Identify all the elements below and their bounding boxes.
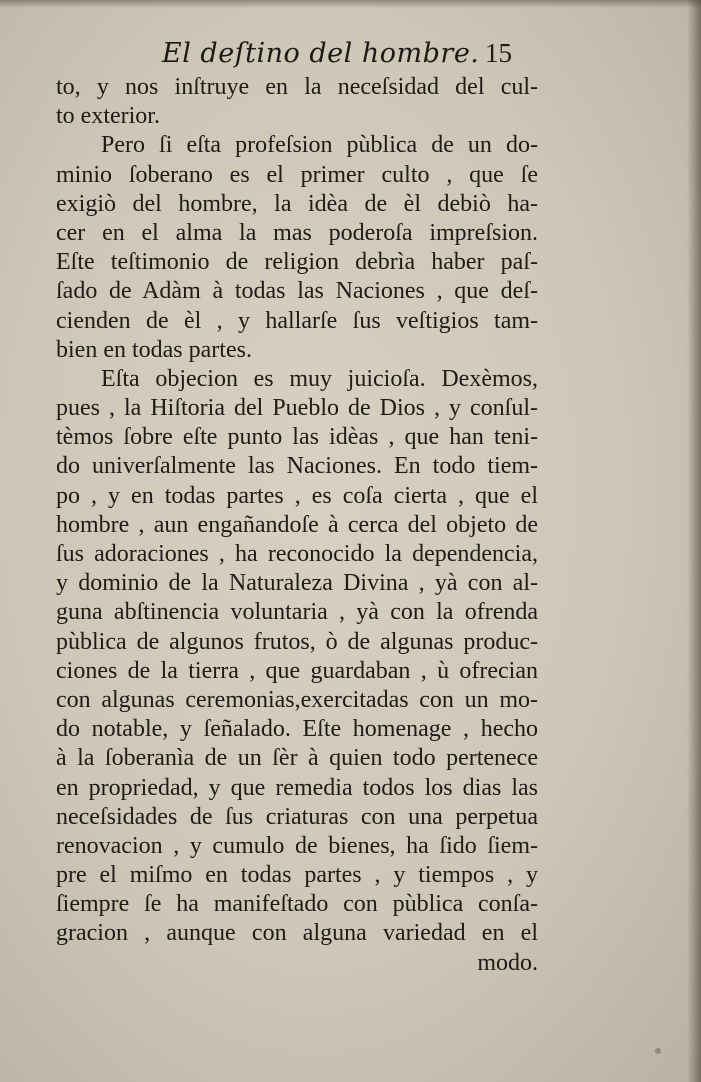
text-line: minio ſoberano es el primer culto , que ſe [56,161,538,188]
body-text [56,73,538,978]
text-line: Pero ſi eſta profeſsion pùblica de un do- [101,132,538,159]
text-line: con algunas ceremonias,exercitadas con un mo- [56,686,538,713]
paper-speck [655,1048,661,1054]
text-line: pre el miſmo en todas partes , y tiempos , y [56,862,538,889]
page-header [0,38,701,78]
text-line: to, y nos inſtruye en la neceſsidad del cul- [56,74,538,100]
text-line: tèmos ſobre eſte punto las idèas , que han teni- [56,424,538,451]
text-line: po , y en todas partes , es coſa cierta , que el [56,482,538,509]
text-line: ſiempre ſe ha manifeſtado con pùblica conſa- [56,891,538,918]
text-line: cienden de èl , y hallarſe ſus veſtigios tam- [56,307,538,334]
text-line: do univerſalmente las Naciones. En todo tiem- [56,453,538,480]
text-line: cer en el alma la mas poderoſa impreſsion. [56,219,538,246]
page-number: 15 [485,38,512,68]
text-line: exigiò del hombre, la idèa de èl debiò ha- [56,190,538,217]
text-line: do notable, y ſeñalado. Eſte homenage , hecho [56,716,538,743]
text-line: Eſta objecion es muy juicioſa. Dexèmos, [101,365,538,392]
text-line: neceſsidades de ſus criaturas con una perpetua [56,803,538,830]
text-line: renovacion , y cumulo de bienes, ha ſido ſiem- [56,832,538,859]
text-line: pùblica de algunos frutos, ò de algunas produc- [56,628,538,655]
text-line: ciones de la tierra , que guardaban , ù ofrecian [56,657,538,684]
running-title: El deſtino del hombre. [162,38,480,69]
text-line: Eſte teſtimonio de religion debrìa haber paſ- [56,249,538,276]
page-top-shadow [0,0,701,8]
text-line: en propriedad, y que remedia todos los dias las [56,774,538,801]
text-line: pues , la Hiſtoria del Pueblo de Dios , y conſul- [56,395,538,422]
text-line: guna abſtinencia voluntaria , yà con la ofrenda [56,599,538,626]
text-line: bien en todas partes. [56,336,252,363]
text-line: ſus adoraciones , ha reconocido la dependencia, [56,541,538,567]
text-line: hombre , aun engañandoſe à cerca del objeto de [56,511,538,538]
text-line: gracion , aunque con alguna variedad en el [56,920,538,947]
text-line: ſado de Adàm à todas las Naciones , que deſ- [56,278,538,305]
text-line: à la ſoberanìa de un ſèr à quien todo pertenece [56,745,538,772]
text-line: to exterior. [56,103,160,130]
catchword: modo. [477,949,538,976]
text-line: y dominio de la Naturaleza Divina , yà con al- [56,570,538,597]
